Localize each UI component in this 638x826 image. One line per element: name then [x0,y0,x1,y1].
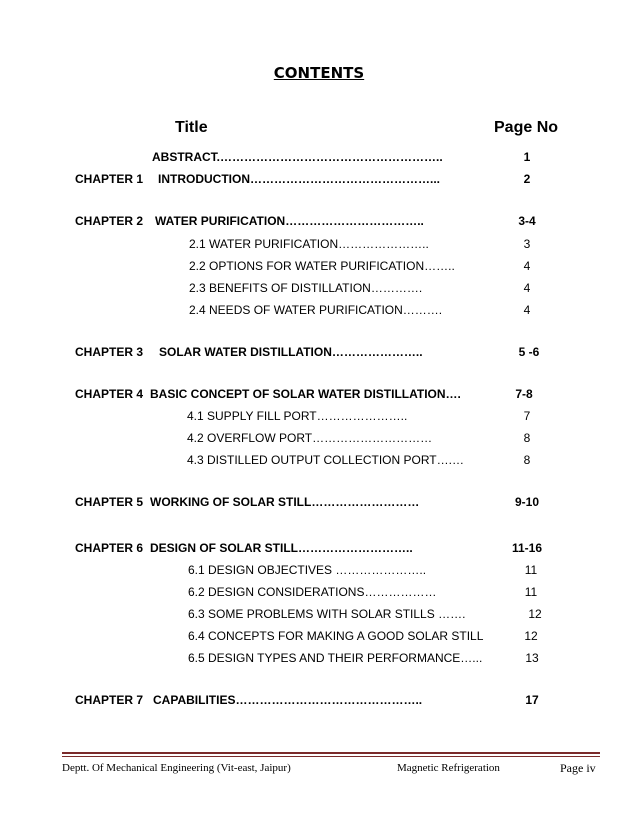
toc-row [0,150,638,168]
toc-row [0,303,638,321]
toc-page-number: 9-10 [514,495,540,509]
toc-row [0,453,638,471]
toc-entry-title: WATER PURIFICATION…………………………….. [155,214,424,228]
toc-page-number: 17 [525,693,539,707]
toc-row [0,629,638,647]
toc-chapter-number: CHAPTER 4 [75,387,144,401]
toc-page-number: 7 [523,409,531,423]
toc-entry-title: BASIC CONCEPT OF SOLAR WATER DISTILLATION…. [150,387,461,401]
toc-page-number: 4 [523,259,531,273]
toc-page-number: 4 [523,303,531,317]
toc-entry-title: DESIGN OF SOLAR STILL……………………….. [150,541,413,555]
toc-entry-title: ABSTRACT.……………………………………………….. [152,150,443,164]
toc-row [0,259,638,277]
toc-entry-title: 6.3 SOME PROBLEMS WITH SOLAR STILLS ……. [188,607,466,621]
toc-entry-title: 2.1 WATER PURIFICATION………………….. [189,237,429,251]
toc-row [0,172,638,190]
toc-entry-title: 2.4 NEEDS OF WATER PURIFICATION………. [189,303,443,317]
toc-row [0,563,638,581]
toc-row [0,237,638,255]
toc-entry-title: SOLAR WATER DISTILLATION………………….. [159,345,423,359]
toc-row [0,495,638,513]
footer-rule [62,752,600,754]
toc-entry-title: WORKING OF SOLAR STILL……………………… [150,495,420,509]
toc-entry-title: 4.2 OVERFLOW PORT………………………… [187,431,433,445]
toc-page-number: 12 [528,607,542,621]
toc-entry-title: 6.1 DESIGN OBJECTIVES ………………….. [188,563,427,577]
toc-chapter-number: CHAPTER 3 [75,345,144,359]
toc-entry-title: 2.2 OPTIONS FOR WATER PURIFICATION…….. [189,259,455,273]
toc-row [0,431,638,449]
toc-chapter-number: CHAPTER 1 [75,172,144,186]
toc-page-number: 11 [524,563,538,577]
toc-entry-title: 6.4 CONCEPTS FOR MAKING A GOOD SOLAR STILL [188,629,484,643]
toc-entry-title: INTRODUCTION………………………………………... [158,172,440,186]
toc-page-number: 12 [524,629,538,643]
toc-row [0,585,638,603]
toc-page-number: 3 [523,237,531,251]
toc-chapter-number: CHAPTER 6 [75,541,144,555]
toc-page-number: 11-16 [511,541,543,555]
footer-page-number: Page iv [560,761,596,775]
page-title: CONTENTS [273,64,365,82]
toc-row [0,409,638,427]
toc-page-number: 1 [523,150,531,164]
page-no-column-header: Page No [494,119,559,136]
toc-row [0,387,638,405]
toc-entry-title: 6.5 DESIGN TYPES AND THEIR PERFORMANCE…... [188,651,483,665]
title-column-header: Title [175,119,208,136]
toc-row [0,345,638,363]
toc-entry-title: 6.2 DESIGN CONSIDERATIONS……………… [188,585,437,599]
footer-department: Deptt. Of Mechanical Engineering (Vit-east, Jaipur) [62,762,291,774]
toc-page-number: 13 [525,651,539,665]
toc-entry-title: 4.1 SUPPLY FILL PORT………………….. [187,409,408,423]
toc-page-number: 5 -6 [518,345,540,359]
toc-chapter-number: CHAPTER 5 [75,495,144,509]
toc-entry-title: 4.3 DISTILLED OUTPUT COLLECTION PORT….… [187,453,464,467]
toc-entry-title: CAPABILITIES……………………………………….. [153,693,423,707]
toc-page-number: 3-4 [518,214,536,228]
toc-row [0,541,638,559]
toc-page-number: 4 [523,281,531,295]
toc-page-number: 11 [524,585,538,599]
toc-page-number: 8 [523,453,531,467]
footer-project: Magnetic Refrigeration [397,762,500,774]
toc-row [0,651,638,669]
toc-page-number: 8 [523,431,531,445]
footer-rule-thin [62,756,600,757]
toc-chapter-number: CHAPTER 2 [75,214,144,228]
toc-chapter-number: CHAPTER 7 [75,693,144,707]
toc-page-number: 7-8 [515,387,533,401]
toc-entry-title: 2.3 BENEFITS OF DISTILLATION…………. [189,281,423,295]
toc-row [0,607,638,625]
toc-row [0,693,638,711]
toc-row [0,281,638,299]
toc-row [0,214,638,232]
toc-page-number: 2 [523,172,531,186]
